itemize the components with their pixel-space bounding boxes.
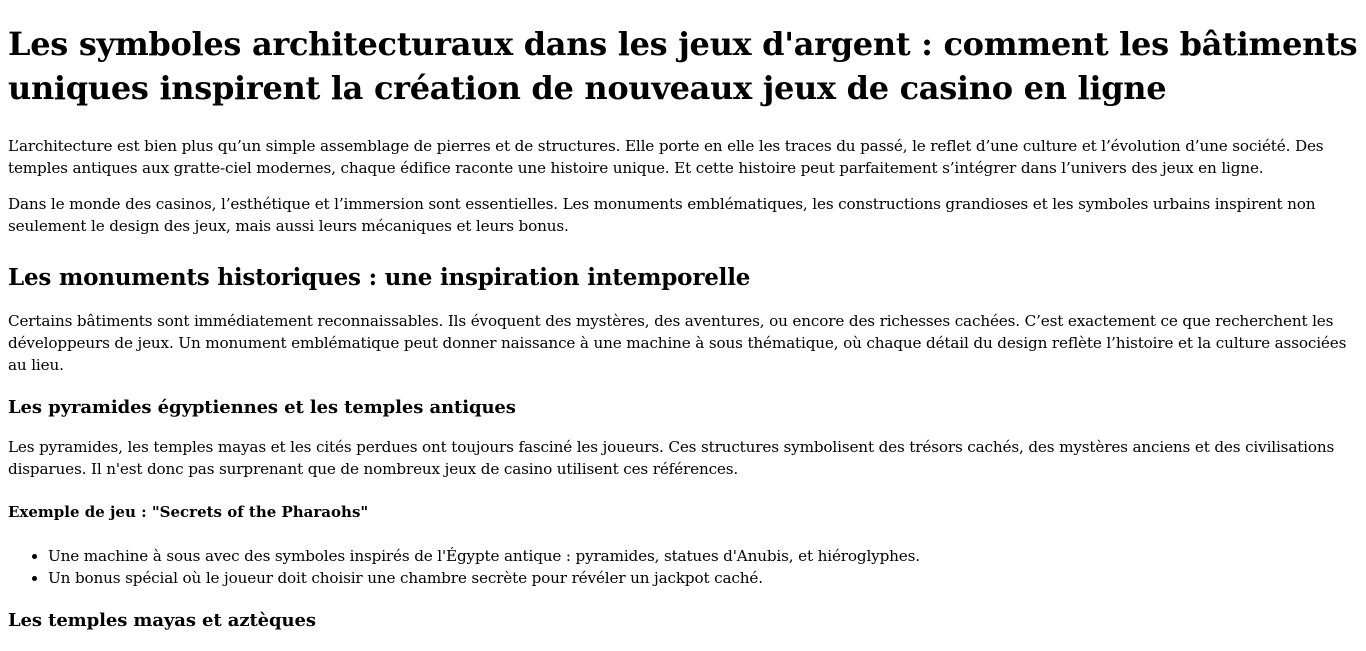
example-game-feature-list: [8, 545, 1358, 589]
intro-paragraph-1: L’architecture est bien plus qu’un simple assemblage de pierres et de structures. Elle porte en elle les traces du passé, le reflet d’une culture et l’évolution d’une société. Des temples antiques aux gratte-ciel modernes, chaque édifice raconte une histoire unique. Et cette histoire peut parfaitement s’intégrer dans l’univers des jeux en ligne.: [8, 137, 1324, 177]
article: [0, 22, 1366, 633]
article-title: Les symboles architecturaux dans les jeux d'argent : comment les bâtiments uniques inspirent la création de nouveaux jeux de casino en ligne: [8, 25, 1358, 107]
subsection-heading-mayas: Les temples mayas et aztèques: [8, 610, 316, 631]
list-item: • Une machine à sous avec des symboles inspirés de l'Égypte antique : pyramides, statues d'Anubis, et hiéroglyphes.: [48, 545, 1358, 567]
list-item: • Un bonus spécial où le joueur doit choisir une chambre secrète pour révéler un jackpot caché.: [48, 567, 1358, 589]
subsection-heading-pyramides: Les pyramides égyptiennes et les temples antiques: [8, 397, 516, 418]
section-paragraph-monuments: Certains bâtiments sont immédiatement reconnaissables. Ils évoquent des mystères, des aventures, ou encore des richesses cachées. C’est exactement ce que recherchent les développeurs de jeux. Un monument emblématique peut donner naissance à une machine à sous thématique, où chaque détail du design reflète l’histoire et la culture associées au lieu.: [8, 312, 1347, 374]
subsection-paragraph-pyramides: Les pyramides, les temples mayas et les cités perdues ont toujours fasciné les joueurs. Ces structures symbolisent des trésors cachés, des mystères anciens et des civilisations disparues. Il n'est donc pas surprenant que de nombreux jeux de casino utilisent ces références.: [8, 438, 1335, 478]
section-heading-monuments: Les monuments historiques : une inspiration intemporelle: [8, 264, 751, 291]
example-game-heading: Exemple de jeu : "Secrets of the Pharaohs": [8, 503, 369, 521]
intro-paragraph-2: Dans le monde des casinos, l’esthétique et l’immersion sont essentielles. Les monuments emblématiques, les constructions grandioses et les symboles urbains inspirent non seulement le design des jeux, mais aussi leurs mécaniques et leurs bonus.: [8, 195, 1316, 235]
